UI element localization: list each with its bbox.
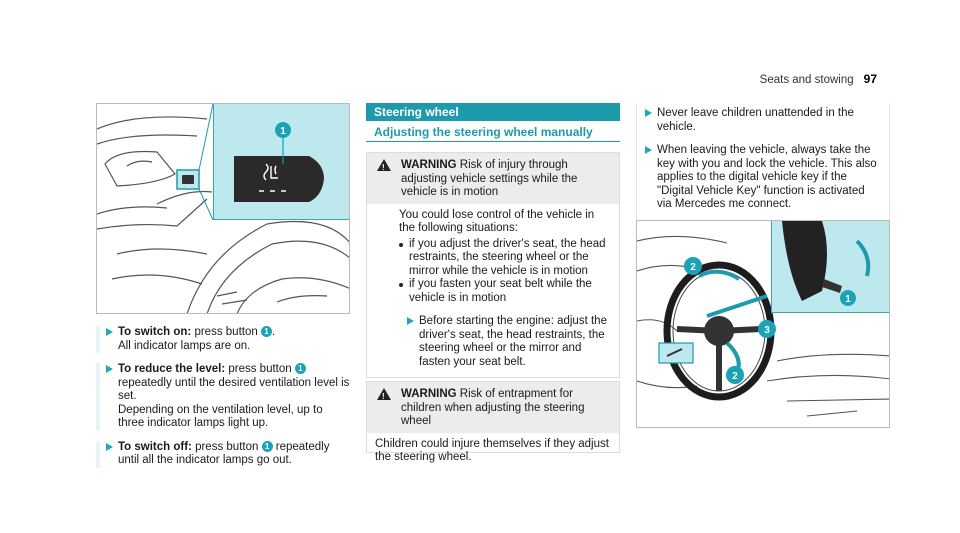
warning-step: Before starting the engine: adjust the driver's seat, the head restraints, the steering wheel or the mirror and fasten your seat belt. [399,315,611,369]
warning-box-injury: ! WARNING Risk of injury through adjusting vehicle settings while the vehicle is in motion You could lose control of the vehicle in the following situations: if you adjust the driver's seat, the head restraints, the steering wheel or the mirror while the vehicle is in motion if you fasten your seat belt while the vehicle is in motion Before starting the engine: adjust the driver's seat, the head restraints, the steering wheel or the mirror and fasten your seat belt. [366,152,620,378]
steering-wheel-figure [636,220,890,428]
lever-detail-inset [771,221,890,313]
step-switch-on: To switch on: press button 1 . All indicator lamps are on. [96,326,350,353]
callout-1: 1 [280,126,286,137]
callout-2a: 2 [690,262,696,273]
callout-1b: 1 [845,294,851,305]
callout-badge: 1 [262,441,273,452]
seat-ventilation-figure [96,103,350,314]
list-item: if you adjust the driver's seat, the head restraints, the steering wheel or the mirror while the vehicle is in motion [399,238,611,279]
button-detail-inset [213,104,350,220]
step-arrow-icon [645,109,652,117]
callout-badge: 1 [295,363,306,374]
callout-2b: 2 [732,371,738,382]
step-switch-off: To switch off: press button 1 repeatedly until all the indicator lamps go out. [96,441,350,468]
steering-steps [636,103,890,221]
list-item: Never leave children unattended in the vehicle. [637,107,881,134]
steering-lever-closeup [772,221,890,313]
list-item: if you fasten your seat belt while the vehicle is in motion [399,278,611,305]
list-item: When leaving the vehicle, always take the key with you and lock the vehicle. This also applies to the digital vehicle key if the "Digital Vehicle Key" function is activated via Mercedes me connect. [637,144,881,212]
step-arrow-icon [106,328,113,336]
step-arrow-icon [106,365,113,373]
page-number: 97 [863,72,877,86]
step-reduce-level: To reduce the level: press button 1 repeatedly until the desired ventilation level is set. Depending on the ventilation level, up to three indicator lamps light up. [96,363,350,431]
step-arrow-icon [407,317,414,325]
ventilation-button-closeup [214,104,350,220]
warning-box-entrapment: ! WARNING Risk of entrapment for children when adjusting the steering wheel Children could injure themselves if they adjust the steering wheel. [366,381,620,453]
ventilation-steps [96,326,350,478]
callout-3: 3 [764,325,770,336]
section-name: Seats and stowing [759,74,854,86]
warning-icon [377,388,391,400]
callout-badge: 1 [261,326,272,337]
section-title: Steering wheel [366,103,620,121]
step-arrow-icon [106,443,113,451]
section-subtitle: Adjusting the steering wheel manually [366,125,620,142]
page-header [760,72,877,86]
warning-icon [377,159,391,171]
step-arrow-icon [645,146,652,154]
warning-bullets [399,238,611,306]
